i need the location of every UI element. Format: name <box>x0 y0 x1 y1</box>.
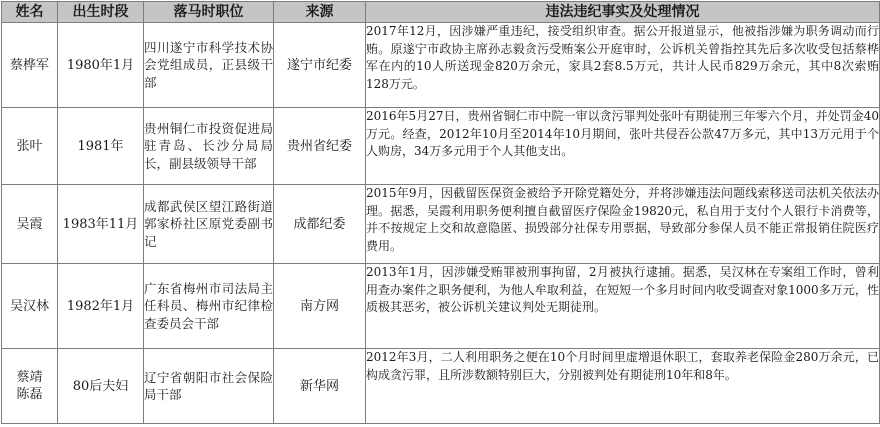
position-cell: 成都武侯区望江路街道郭家桥社区原党委副书记 <box>144 185 274 264</box>
position-cell: 广东省梅州市司法局主任科员、梅州市纪律检查委员会干部 <box>144 264 274 349</box>
person-name: 吴霞 <box>16 216 43 232</box>
birth-cell: 1983年11月 <box>58 185 144 264</box>
header-source: 来源 <box>274 2 366 23</box>
name-cell <box>2 23 58 108</box>
person-name: 吴汉林 <box>9 298 49 314</box>
header-row <box>2 2 880 23</box>
position-cell: 四川遂宁市科学技术协会党组成员，正县级干部 <box>144 23 274 108</box>
person-name: 张叶 <box>16 138 43 154</box>
source-cell: 贵州省纪委 <box>274 108 366 185</box>
header-birth: 出生时段 <box>58 2 144 23</box>
person-name: 蔡靖 <box>16 370 43 385</box>
table-row <box>2 264 880 349</box>
table-row <box>2 185 880 264</box>
source-cell: 遂宁市纪委 <box>274 23 366 108</box>
name-cell <box>2 108 58 185</box>
details-cell: 2015年9月，因截留医保资金被给予开除党籍处分，并将涉嫌违法问题线索移送司法机关依法办理。据悉，吴霞利用职务便利擅自截留医疗保险金19820元，私自用于支付个人银行卡消费等，并不按规定上交和故意隐匿、损毁部分社保专用票据，导致部分参保人员不能正常报销住院医疗费用。 <box>366 185 880 264</box>
header-details: 违法违纪事实及处理情况 <box>366 2 880 23</box>
officials-table <box>1 1 880 424</box>
person-name: 陈磊 <box>16 387 43 402</box>
birth-cell: 1981年 <box>58 108 144 185</box>
header-position: 落马时职位 <box>144 2 274 23</box>
birth-cell: 1980年1月 <box>58 23 144 108</box>
name-cell <box>2 185 58 264</box>
table-row <box>2 108 880 185</box>
name-cell <box>2 349 58 424</box>
source-cell: 南方网 <box>274 264 366 349</box>
source-cell: 成都纪委 <box>274 185 366 264</box>
person-name: 蔡桦军 <box>9 57 49 73</box>
details-cell: 2012年3月，二人利用职务之便在10个月时间里虚增退休职工，套取养老保险金280万余元，已构成贪污罪，且所涉数额特别巨大，分别被判处有期徒刑10年和8年。 <box>366 349 880 424</box>
birth-cell: 1982年1月 <box>58 264 144 349</box>
position-cell: 贵州铜仁市投资促进局驻青岛、长沙分局局长，副县级领导干部 <box>144 108 274 185</box>
name-cell <box>2 264 58 349</box>
table-row <box>2 349 880 424</box>
position-cell: 辽宁省朝阳市社会保险局干部 <box>144 349 274 424</box>
source-cell: 新华网 <box>274 349 366 424</box>
header-name: 姓名 <box>2 2 58 23</box>
table-row <box>2 23 880 108</box>
birth-cell: 80后夫妇 <box>58 349 144 424</box>
details-cell: 2017年12月，因涉嫌严重违纪，接受组织审查。据公开报道显示，他被指涉嫌为职务调动而行贿。原遂宁市政协主席孙志毅贪污受贿案公开庭审时，公诉机关曾指控其先后多次收受包括蔡桦军在内的10人所送现金820万余元，家具2套8.5万元，共计人民币829万余元，其中8次索贿128万元。 <box>366 23 880 108</box>
details-cell: 2016年5月27日，贵州省铜仁市中院一审以贪污罪判处张叶有期徒刑三年零六个月，并处罚金40万元。经查，2012年10月至2014年10月期间，张叶共侵吞公款47万多元，其中13万元用于个人购房，34万多元用于个人其他支出。 <box>366 108 880 185</box>
details-cell: 2013年1月，因涉嫌受贿罪被刑事拘留，2月被执行逮捕。据悉，吴汉林在专案组工作时，曾利用查办案件之职务便利，为他人牟取利益，在短短一个多月时间内收受调查对象1000多万元，性质极其恶劣，被公诉机关建议判处无期徒刑。 <box>366 264 880 349</box>
